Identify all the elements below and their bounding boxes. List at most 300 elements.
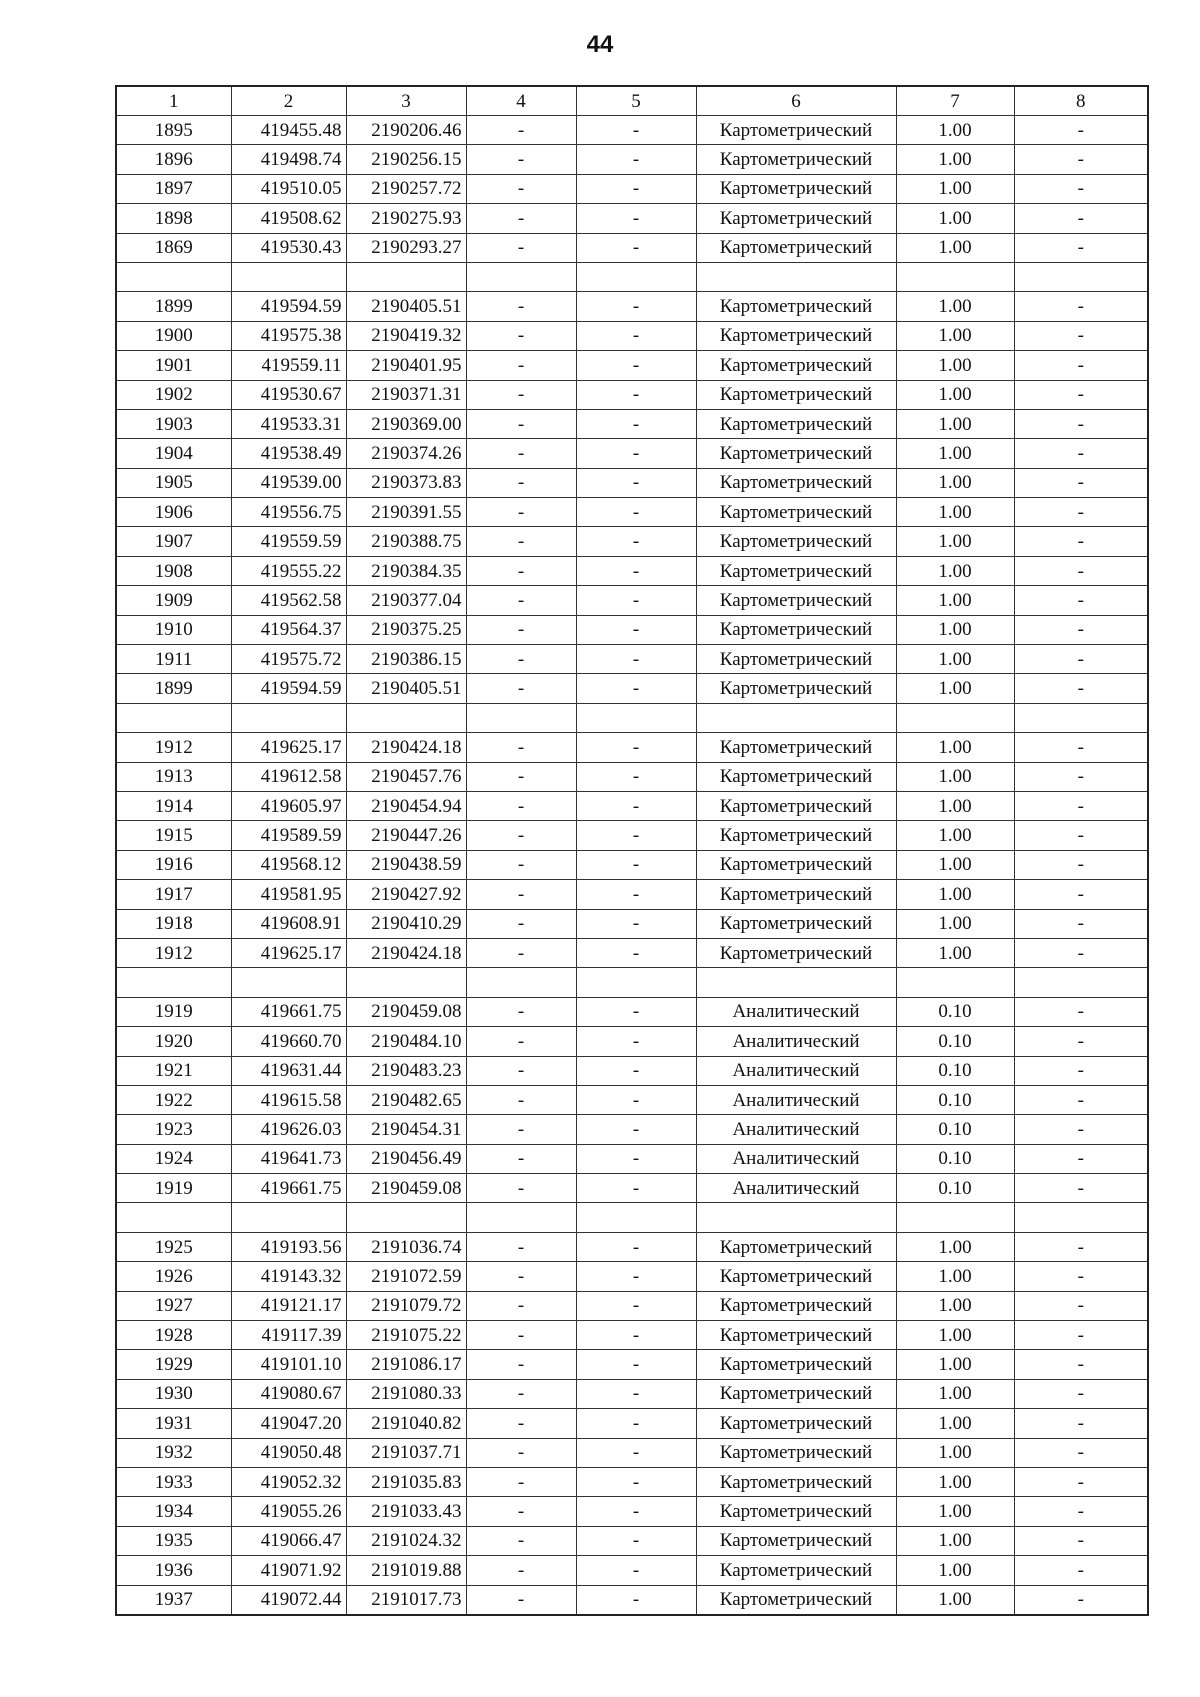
x-coordinate-cell: 419121.17 xyxy=(231,1291,346,1320)
column-5-cell: - xyxy=(576,1174,696,1203)
point-number-cell: 1910 xyxy=(116,615,231,644)
x-coordinate-cell: 419055.26 xyxy=(231,1497,346,1526)
x-coordinate-cell: 419066.47 xyxy=(231,1526,346,1555)
table-row xyxy=(116,262,1148,291)
column-4-cell: - xyxy=(466,1350,576,1379)
accuracy-cell: 0.10 xyxy=(896,1144,1014,1173)
column-8-cell: - xyxy=(1014,233,1148,262)
column-5-cell: - xyxy=(576,1115,696,1144)
x-coordinate-cell: 419047.20 xyxy=(231,1409,346,1438)
x-coordinate-cell: 419052.32 xyxy=(231,1467,346,1496)
column-4-cell: - xyxy=(466,1262,576,1291)
method-cell: Картометрический xyxy=(696,1350,896,1379)
method-cell: Картометрический xyxy=(696,791,896,820)
column-5-cell: - xyxy=(576,1526,696,1555)
accuracy-cell: 1.00 xyxy=(896,938,1014,967)
x-coordinate-cell: 419625.17 xyxy=(231,733,346,762)
column-4-cell: - xyxy=(466,556,576,585)
y-coordinate-cell xyxy=(346,968,466,997)
column-8-cell xyxy=(1014,968,1148,997)
column-5-cell: - xyxy=(576,791,696,820)
y-coordinate-cell: 2191086.17 xyxy=(346,1350,466,1379)
accuracy-cell: 0.10 xyxy=(896,1174,1014,1203)
accuracy-cell: 1.00 xyxy=(896,351,1014,380)
accuracy-cell: 1.00 xyxy=(896,174,1014,203)
column-5-cell xyxy=(576,703,696,732)
column-8-cell: - xyxy=(1014,116,1148,145)
table-row xyxy=(116,1144,1148,1173)
method-cell: Картометрический xyxy=(696,821,896,850)
column-8-cell: - xyxy=(1014,1144,1148,1173)
column-4-cell: - xyxy=(466,674,576,703)
column-8-cell: - xyxy=(1014,1585,1148,1615)
column-5-cell xyxy=(576,968,696,997)
point-number-cell: 1898 xyxy=(116,204,231,233)
accuracy-cell: 1.00 xyxy=(896,1262,1014,1291)
point-number-cell: 1919 xyxy=(116,997,231,1026)
x-coordinate-cell xyxy=(231,1203,346,1232)
method-cell: Картометрический xyxy=(696,351,896,380)
point-number-cell: 1923 xyxy=(116,1115,231,1144)
y-coordinate-cell: 2191033.43 xyxy=(346,1497,466,1526)
point-number-cell: 1916 xyxy=(116,850,231,879)
column-5-cell: - xyxy=(576,468,696,497)
y-coordinate-cell: 2191080.33 xyxy=(346,1379,466,1408)
point-number-cell: 1901 xyxy=(116,351,231,380)
y-coordinate-cell: 2190405.51 xyxy=(346,674,466,703)
y-coordinate-cell: 2191036.74 xyxy=(346,1232,466,1261)
column-8-cell: - xyxy=(1014,1085,1148,1114)
point-number-cell: 1921 xyxy=(116,1056,231,1085)
column-8-cell: - xyxy=(1014,938,1148,967)
method-cell: Аналитический xyxy=(696,1115,896,1144)
x-coordinate-cell: 419605.97 xyxy=(231,791,346,820)
point-number-cell: 1928 xyxy=(116,1321,231,1350)
table-row xyxy=(116,1438,1148,1467)
column-4-cell: - xyxy=(466,1232,576,1261)
column-5-cell: - xyxy=(576,880,696,909)
method-cell: Аналитический xyxy=(696,997,896,1026)
column-5-cell: - xyxy=(576,439,696,468)
accuracy-cell: 1.00 xyxy=(896,909,1014,938)
x-coordinate-cell: 419625.17 xyxy=(231,938,346,967)
column-4-cell: - xyxy=(466,1115,576,1144)
method-cell xyxy=(696,703,896,732)
table-row xyxy=(116,498,1148,527)
column-8-cell: - xyxy=(1014,1350,1148,1379)
table-row xyxy=(116,1379,1148,1408)
x-coordinate-cell: 419594.59 xyxy=(231,674,346,703)
point-number-cell: 1905 xyxy=(116,468,231,497)
column-4-cell: - xyxy=(466,1144,576,1173)
x-coordinate-cell: 419589.59 xyxy=(231,821,346,850)
accuracy-cell: 0.10 xyxy=(896,997,1014,1026)
x-coordinate-cell: 419071.92 xyxy=(231,1556,346,1585)
accuracy-cell: 1.00 xyxy=(896,1409,1014,1438)
column-8-cell: - xyxy=(1014,1379,1148,1408)
accuracy-cell xyxy=(896,968,1014,997)
column-8-cell: - xyxy=(1014,1232,1148,1261)
accuracy-cell: 1.00 xyxy=(896,1497,1014,1526)
accuracy-cell: 1.00 xyxy=(896,1467,1014,1496)
column-4-cell xyxy=(466,703,576,732)
x-coordinate-cell: 419559.59 xyxy=(231,527,346,556)
table-row xyxy=(116,351,1148,380)
table-row xyxy=(116,733,1148,762)
x-coordinate-cell: 419556.75 xyxy=(231,498,346,527)
method-cell xyxy=(696,262,896,291)
y-coordinate-cell: 2190424.18 xyxy=(346,938,466,967)
column-5-cell: - xyxy=(576,615,696,644)
table-row xyxy=(116,791,1148,820)
table-header-row xyxy=(116,86,1148,116)
x-coordinate-cell: 419612.58 xyxy=(231,762,346,791)
table-row xyxy=(116,174,1148,203)
x-coordinate-cell: 419608.91 xyxy=(231,909,346,938)
column-5-cell: - xyxy=(576,1262,696,1291)
point-number-cell: 1913 xyxy=(116,762,231,791)
accuracy-cell: 1.00 xyxy=(896,468,1014,497)
column-4-cell: - xyxy=(466,145,576,174)
x-coordinate-cell: 419530.67 xyxy=(231,380,346,409)
x-coordinate-cell: 419559.11 xyxy=(231,351,346,380)
column-8-cell: - xyxy=(1014,321,1148,350)
point-number-cell: 1917 xyxy=(116,880,231,909)
y-coordinate-cell: 2190386.15 xyxy=(346,645,466,674)
column-4-cell: - xyxy=(466,498,576,527)
y-coordinate-cell: 2190377.04 xyxy=(346,586,466,615)
point-number-cell: 1931 xyxy=(116,1409,231,1438)
y-coordinate-cell: 2190371.31 xyxy=(346,380,466,409)
accuracy-cell: 1.00 xyxy=(896,850,1014,879)
column-8-cell: - xyxy=(1014,292,1148,321)
point-number-cell: 1912 xyxy=(116,938,231,967)
column-4-cell: - xyxy=(466,1467,576,1496)
method-cell: Картометрический xyxy=(696,733,896,762)
x-coordinate-cell: 419564.37 xyxy=(231,615,346,644)
column-5-cell: - xyxy=(576,586,696,615)
y-coordinate-cell: 2190369.00 xyxy=(346,409,466,438)
table-row xyxy=(116,880,1148,909)
column-8-cell: - xyxy=(1014,1291,1148,1320)
column-4-cell xyxy=(466,968,576,997)
accuracy-cell: 1.00 xyxy=(896,821,1014,850)
method-cell: Картометрический xyxy=(696,645,896,674)
column-5-cell: - xyxy=(576,1321,696,1350)
column-8-cell: - xyxy=(1014,174,1148,203)
point-number-cell: 1926 xyxy=(116,1262,231,1291)
point-number-cell: 1903 xyxy=(116,409,231,438)
y-coordinate-cell xyxy=(346,703,466,732)
method-cell: Аналитический xyxy=(696,1144,896,1173)
column-4-cell: - xyxy=(466,116,576,145)
y-coordinate-cell: 2190456.49 xyxy=(346,1144,466,1173)
y-coordinate-cell: 2190482.65 xyxy=(346,1085,466,1114)
table-row xyxy=(116,997,1148,1026)
y-coordinate-cell: 2190373.83 xyxy=(346,468,466,497)
column-5-cell: - xyxy=(576,1409,696,1438)
column-8-cell: - xyxy=(1014,145,1148,174)
x-coordinate-cell: 419575.72 xyxy=(231,645,346,674)
table-row xyxy=(116,409,1148,438)
accuracy-cell: 1.00 xyxy=(896,321,1014,350)
point-number-cell: 1906 xyxy=(116,498,231,527)
column-4-cell: - xyxy=(466,1174,576,1203)
method-cell: Картометрический xyxy=(696,1262,896,1291)
method-cell: Картометрический xyxy=(696,439,896,468)
column-5-cell: - xyxy=(576,909,696,938)
method-cell: Картометрический xyxy=(696,615,896,644)
point-number-cell: 1936 xyxy=(116,1556,231,1585)
point-number-cell: 1935 xyxy=(116,1526,231,1555)
y-coordinate-cell: 2190438.59 xyxy=(346,850,466,879)
accuracy-cell: 0.10 xyxy=(896,1085,1014,1114)
y-coordinate-cell: 2190384.35 xyxy=(346,556,466,585)
column-4-cell: - xyxy=(466,1085,576,1114)
table-row xyxy=(116,586,1148,615)
point-number-cell: 1930 xyxy=(116,1379,231,1408)
column-header: 6 xyxy=(696,86,896,116)
column-5-cell: - xyxy=(576,1144,696,1173)
column-5-cell: - xyxy=(576,997,696,1026)
column-8-cell: - xyxy=(1014,1497,1148,1526)
table-row xyxy=(116,145,1148,174)
column-5-cell: - xyxy=(576,145,696,174)
column-4-cell: - xyxy=(466,615,576,644)
point-number-cell: 1932 xyxy=(116,1438,231,1467)
column-5-cell xyxy=(576,1203,696,1232)
column-4-cell: - xyxy=(466,821,576,850)
column-8-cell: - xyxy=(1014,909,1148,938)
point-number-cell: 1912 xyxy=(116,733,231,762)
method-cell: Картометрический xyxy=(696,1467,896,1496)
table-row xyxy=(116,968,1148,997)
column-4-cell: - xyxy=(466,762,576,791)
method-cell: Картометрический xyxy=(696,762,896,791)
column-5-cell: - xyxy=(576,850,696,879)
table-row xyxy=(116,762,1148,791)
table-row xyxy=(116,1467,1148,1496)
y-coordinate-cell: 2190293.27 xyxy=(346,233,466,262)
method-cell: Картометрический xyxy=(696,909,896,938)
column-5-cell: - xyxy=(576,821,696,850)
point-number-cell: 1897 xyxy=(116,174,231,203)
y-coordinate-cell xyxy=(346,1203,466,1232)
x-coordinate-cell: 419555.22 xyxy=(231,556,346,585)
column-4-cell: - xyxy=(466,1526,576,1555)
point-number-cell: 1904 xyxy=(116,439,231,468)
y-coordinate-cell: 2190374.26 xyxy=(346,439,466,468)
column-5-cell: - xyxy=(576,1291,696,1320)
point-number-cell: 1922 xyxy=(116,1085,231,1114)
accuracy-cell: 1.00 xyxy=(896,1350,1014,1379)
table-row xyxy=(116,703,1148,732)
column-5-cell: - xyxy=(576,645,696,674)
y-coordinate-cell: 2190405.51 xyxy=(346,292,466,321)
column-8-cell: - xyxy=(1014,1409,1148,1438)
accuracy-cell: 1.00 xyxy=(896,1526,1014,1555)
method-cell: Картометрический xyxy=(696,938,896,967)
column-5-cell: - xyxy=(576,1585,696,1615)
x-coordinate-cell: 419101.10 xyxy=(231,1350,346,1379)
column-5-cell: - xyxy=(576,321,696,350)
x-coordinate-cell: 419626.03 xyxy=(231,1115,346,1144)
y-coordinate-cell: 2191037.71 xyxy=(346,1438,466,1467)
column-5-cell: - xyxy=(576,498,696,527)
column-5-cell: - xyxy=(576,762,696,791)
accuracy-cell: 1.00 xyxy=(896,233,1014,262)
column-5-cell: - xyxy=(576,938,696,967)
x-coordinate-cell: 419538.49 xyxy=(231,439,346,468)
column-8-cell xyxy=(1014,1203,1148,1232)
column-8-cell: - xyxy=(1014,1027,1148,1056)
method-cell: Картометрический xyxy=(696,674,896,703)
accuracy-cell: 1.00 xyxy=(896,292,1014,321)
table-row xyxy=(116,380,1148,409)
column-4-cell: - xyxy=(466,409,576,438)
x-coordinate-cell: 419050.48 xyxy=(231,1438,346,1467)
column-4-cell xyxy=(466,262,576,291)
method-cell: Картометрический xyxy=(696,850,896,879)
y-coordinate-cell: 2190424.18 xyxy=(346,733,466,762)
x-coordinate-cell: 419498.74 xyxy=(231,145,346,174)
column-8-cell: - xyxy=(1014,997,1148,1026)
column-5-cell: - xyxy=(576,1350,696,1379)
column-8-cell: - xyxy=(1014,821,1148,850)
method-cell: Картометрический xyxy=(696,321,896,350)
accuracy-cell: 1.00 xyxy=(896,1321,1014,1350)
point-number-cell: 1929 xyxy=(116,1350,231,1379)
column-5-cell: - xyxy=(576,1056,696,1085)
method-cell: Картометрический xyxy=(696,1585,896,1615)
x-coordinate-cell: 419641.73 xyxy=(231,1144,346,1173)
accuracy-cell xyxy=(896,1203,1014,1232)
y-coordinate-cell: 2191024.32 xyxy=(346,1526,466,1555)
column-4-cell: - xyxy=(466,468,576,497)
column-5-cell: - xyxy=(576,351,696,380)
page-number: 44 xyxy=(586,31,614,58)
y-coordinate-cell: 2191035.83 xyxy=(346,1467,466,1496)
column-8-cell xyxy=(1014,703,1148,732)
column-8-cell: - xyxy=(1014,615,1148,644)
accuracy-cell: 1.00 xyxy=(896,1379,1014,1408)
column-8-cell: - xyxy=(1014,1556,1148,1585)
method-cell: Картометрический xyxy=(696,880,896,909)
y-coordinate-cell: 2190375.25 xyxy=(346,615,466,644)
point-number-cell: 1937 xyxy=(116,1585,231,1615)
y-coordinate-cell: 2190457.76 xyxy=(346,762,466,791)
column-4-cell: - xyxy=(466,1409,576,1438)
column-5-cell: - xyxy=(576,1556,696,1585)
table-row xyxy=(116,938,1148,967)
column-8-cell: - xyxy=(1014,645,1148,674)
method-cell: Картометрический xyxy=(696,145,896,174)
method-cell: Аналитический xyxy=(696,1056,896,1085)
table-row xyxy=(116,1174,1148,1203)
point-number-cell: 1899 xyxy=(116,674,231,703)
point-number-cell: 1900 xyxy=(116,321,231,350)
accuracy-cell: 1.00 xyxy=(896,145,1014,174)
y-coordinate-cell: 2191017.73 xyxy=(346,1585,466,1615)
point-number-cell: 1915 xyxy=(116,821,231,850)
method-cell: Картометрический xyxy=(696,556,896,585)
column-8-cell: - xyxy=(1014,527,1148,556)
column-8-cell: - xyxy=(1014,409,1148,438)
column-4-cell: - xyxy=(466,1321,576,1350)
method-cell: Картометрический xyxy=(696,527,896,556)
point-number-cell: 1919 xyxy=(116,1174,231,1203)
point-number-cell: 1934 xyxy=(116,1497,231,1526)
x-coordinate-cell: 419510.05 xyxy=(231,174,346,203)
column-header: 5 xyxy=(576,86,696,116)
x-coordinate-cell: 419072.44 xyxy=(231,1585,346,1615)
y-coordinate-cell: 2190401.95 xyxy=(346,351,466,380)
column-8-cell: - xyxy=(1014,1467,1148,1496)
column-4-cell: - xyxy=(466,791,576,820)
method-cell: Картометрический xyxy=(696,1438,896,1467)
column-8-cell: - xyxy=(1014,1174,1148,1203)
column-4-cell: - xyxy=(466,850,576,879)
column-4-cell: - xyxy=(466,1027,576,1056)
method-cell: Картометрический xyxy=(696,1409,896,1438)
table-row xyxy=(116,1497,1148,1526)
y-coordinate-cell: 2190459.08 xyxy=(346,1174,466,1203)
x-coordinate-cell: 419575.38 xyxy=(231,321,346,350)
accuracy-cell: 1.00 xyxy=(896,439,1014,468)
column-4-cell: - xyxy=(466,1585,576,1615)
column-8-cell: - xyxy=(1014,1115,1148,1144)
y-coordinate-cell: 2190483.23 xyxy=(346,1056,466,1085)
table-row xyxy=(116,321,1148,350)
table-row xyxy=(116,1350,1148,1379)
column-4-cell: - xyxy=(466,733,576,762)
column-5-cell: - xyxy=(576,1232,696,1261)
x-coordinate-cell: 419615.58 xyxy=(231,1085,346,1114)
table-row xyxy=(116,439,1148,468)
column-header: 8 xyxy=(1014,86,1148,116)
accuracy-cell: 1.00 xyxy=(896,1585,1014,1615)
column-5-cell: - xyxy=(576,1497,696,1526)
point-number-cell: 1869 xyxy=(116,233,231,262)
table-row xyxy=(116,468,1148,497)
x-coordinate-cell: 419080.67 xyxy=(231,1379,346,1408)
x-coordinate-cell: 419562.58 xyxy=(231,586,346,615)
column-4-cell: - xyxy=(466,1497,576,1526)
point-number-cell: 1914 xyxy=(116,791,231,820)
column-5-cell: - xyxy=(576,1379,696,1408)
table-row xyxy=(116,674,1148,703)
point-number-cell: 1902 xyxy=(116,380,231,409)
column-8-cell: - xyxy=(1014,762,1148,791)
x-coordinate-cell: 419568.12 xyxy=(231,850,346,879)
table-row xyxy=(116,1321,1148,1350)
accuracy-cell xyxy=(896,703,1014,732)
column-4-cell: - xyxy=(466,1438,576,1467)
x-coordinate-cell: 419530.43 xyxy=(231,233,346,262)
column-8-cell: - xyxy=(1014,850,1148,879)
y-coordinate-cell: 2191079.72 xyxy=(346,1291,466,1320)
column-4-cell: - xyxy=(466,439,576,468)
column-8-cell: - xyxy=(1014,674,1148,703)
column-5-cell: - xyxy=(576,380,696,409)
accuracy-cell: 1.00 xyxy=(896,116,1014,145)
point-number-cell xyxy=(116,1203,231,1232)
column-5-cell: - xyxy=(576,674,696,703)
accuracy-cell: 1.00 xyxy=(896,1556,1014,1585)
table-row xyxy=(116,821,1148,850)
table-row xyxy=(116,1556,1148,1585)
point-number-cell: 1933 xyxy=(116,1467,231,1496)
